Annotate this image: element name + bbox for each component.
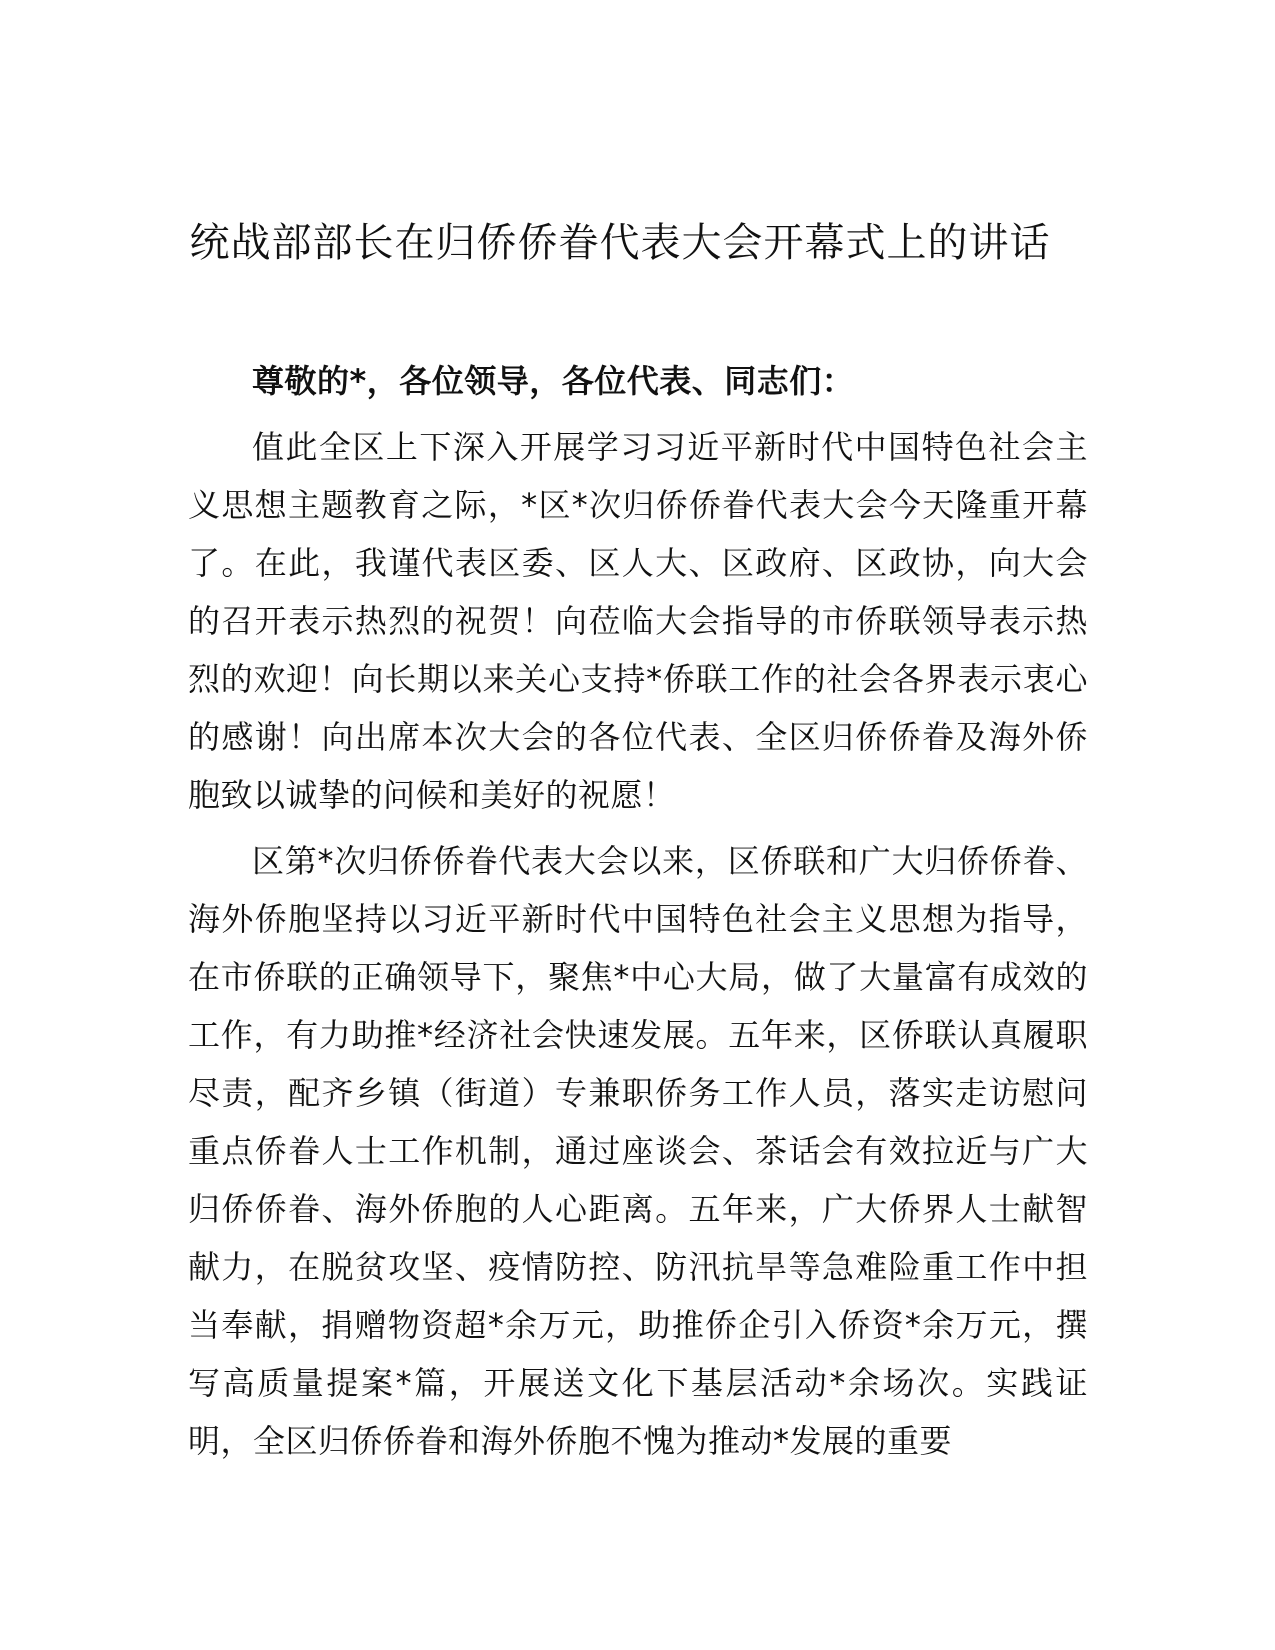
paragraph-2: 区第*次归侨侨眷代表大会以来，区侨联和广大归侨侨眷、海外侨胞坚持以习近平新时代中国特色社会主义思想为指导，在市侨联的正确领导下，聚焦*中心大局，做了大量富有成效的工作，有力助推*经济社会快速发展。五年来，区侨联认真履职尽责，配齐乡镇（街道）专兼职侨务工作人员，落实走访慰问重点侨眷人士工作机制，通过座谈会、茶话会有效拉近与广大归侨侨眷、海外侨胞的人心距离。五年来，广大侨界人士献智献力，在脱贫攻坚、疫情防控、防汛抗旱等急难险重工作中担当奉献，捐赠物资超*余万元，助推侨企引入侨资*余万元，撰写高质量提案*篇，开展送文化下基层活动*余场次。实践证明，全区归侨侨眷和海外侨胞不愧为推动*发展的重要 [188,842,1088,1460]
document-body [188,352,1088,1478]
document-title: 统战部部长在归侨侨眷代表大会开幕式上的讲话 [189,220,1051,266]
paragraph-1: 值此全区上下深入开展学习习近平新时代中国特色社会主义思想主题教育之际，*区*次归侨侨眷代表大会今天隆重开幕了。在此，我谨代表区委、区人大、区政府、区政协，向大会的召开表示热烈的祝贺！向莅临大会指导的市侨联领导表示热烈的欢迎！向长期以来关心支持*侨联工作的社会各界表示衷心的感谢！向出席本次大会的各位代表、全区归侨侨眷及海外侨胞致以诚挚的问候和美好的祝愿！ [188,428,1088,814]
salutation: 尊敬的*，各位领导，各位代表、同志们： [252,362,855,400]
